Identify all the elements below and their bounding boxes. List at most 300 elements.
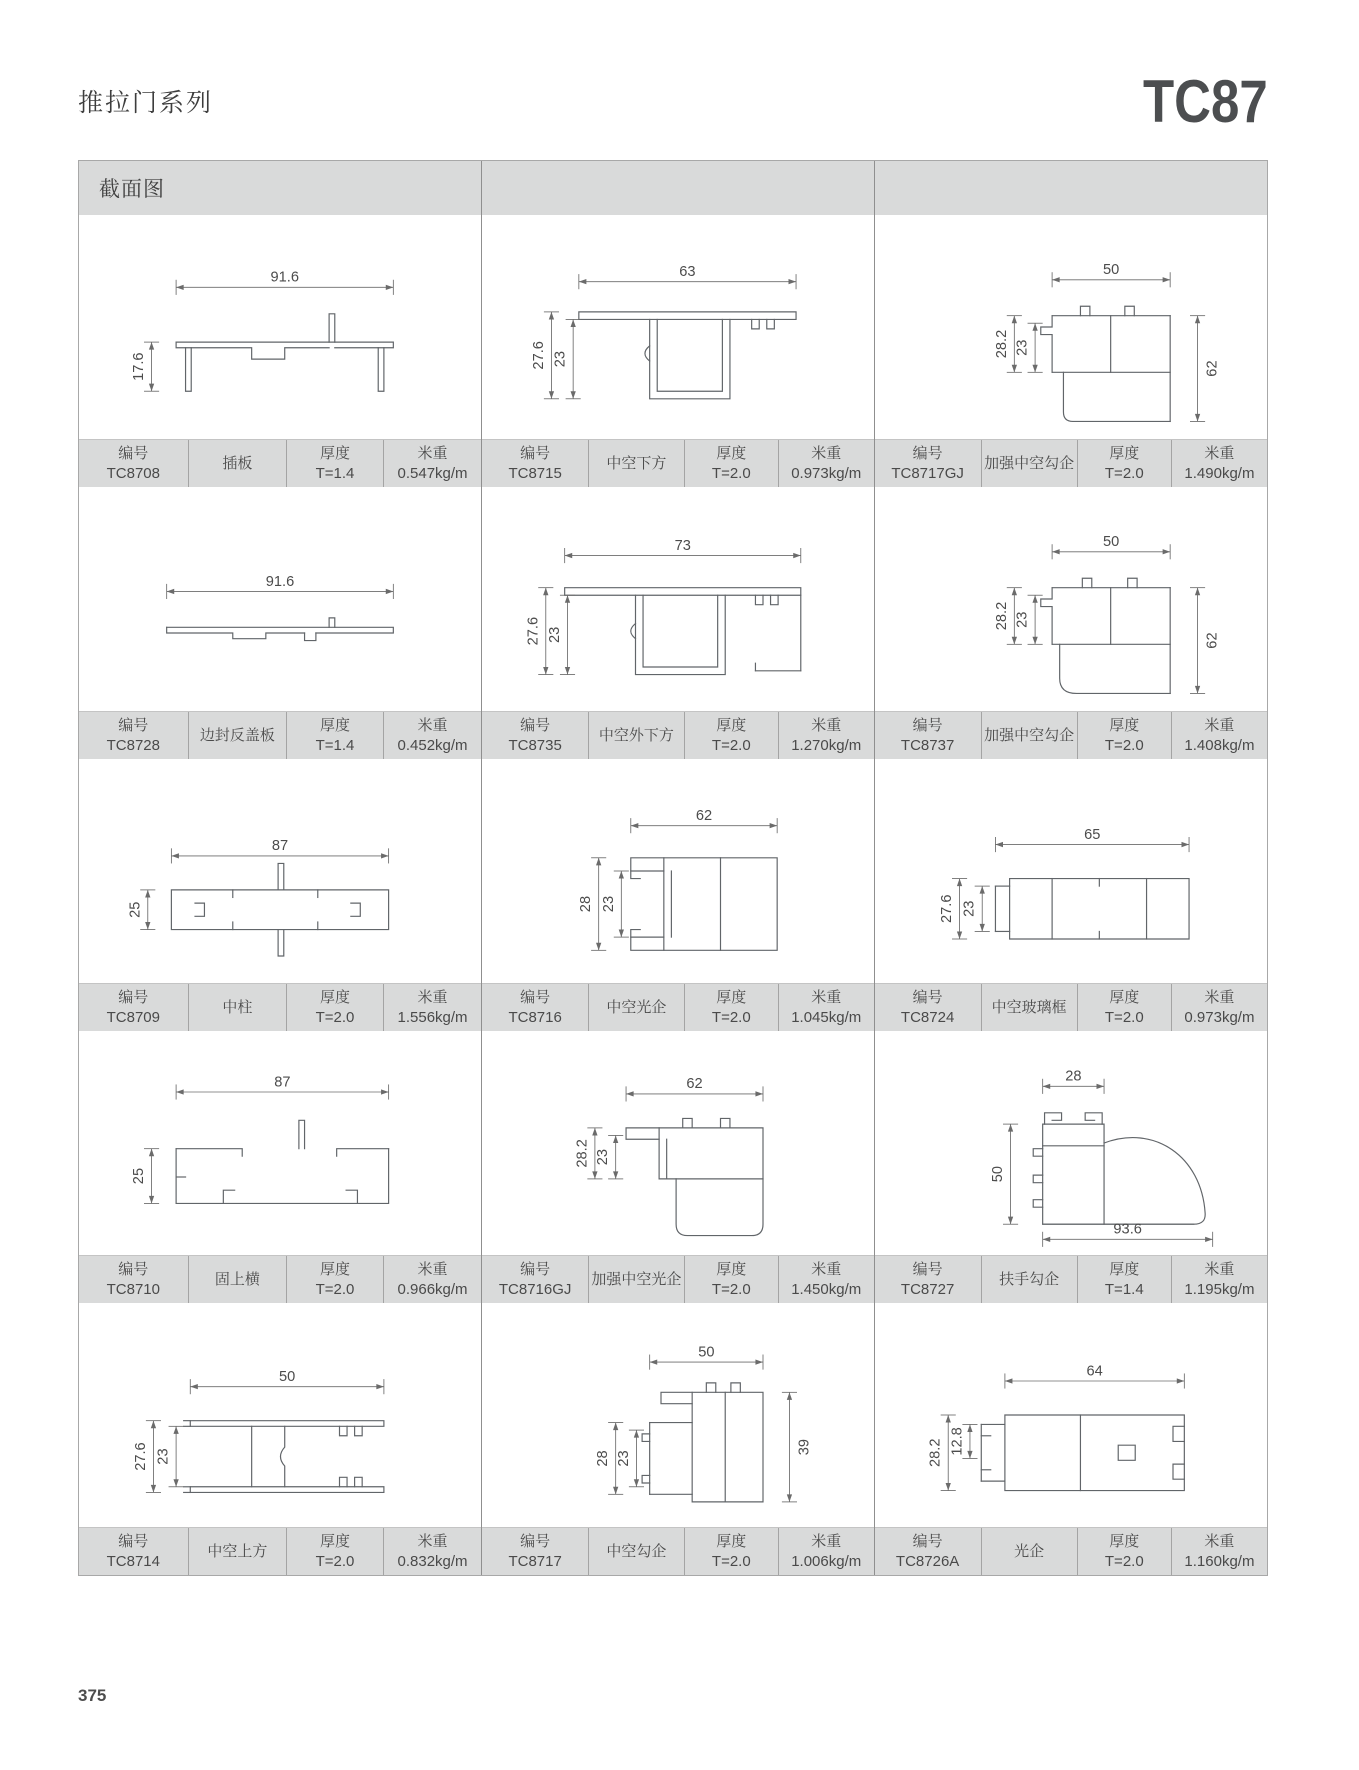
spec-code-text: TC8709 xyxy=(106,1008,160,1026)
spec-weight-text: 米重 xyxy=(417,1260,448,1278)
dimension-label: 73 xyxy=(674,537,691,554)
dimension-label: 50 xyxy=(1102,262,1120,279)
profile-cell xyxy=(482,1303,874,1575)
spec-thickness-text: T=2.0 xyxy=(315,1280,355,1298)
spec-thickness-text: T=2.0 xyxy=(1104,736,1144,754)
spec-weight xyxy=(778,712,874,759)
spec-name xyxy=(981,984,1077,1031)
profile-cell xyxy=(482,1031,874,1303)
spec-bar xyxy=(79,1527,481,1575)
profile-drawing xyxy=(875,215,1267,439)
dimension xyxy=(1052,534,1170,559)
spec-code xyxy=(79,440,188,487)
profile-section-svg xyxy=(508,759,848,983)
spec-code xyxy=(482,1528,588,1575)
profile-cell xyxy=(482,215,874,487)
spec-code-text: TC8716GJ xyxy=(498,1280,572,1298)
spec-code xyxy=(482,984,588,1031)
spec-thickness-text: 厚度 xyxy=(1109,716,1140,734)
spec-weight xyxy=(383,1256,482,1303)
spec-bar xyxy=(79,983,481,1031)
spec-name-text: 中空上方 xyxy=(207,1542,268,1560)
spec-thickness-text: T=2.0 xyxy=(1104,1552,1144,1570)
spec-bar xyxy=(79,1255,481,1303)
spec-weight-text: 米重 xyxy=(417,988,448,1006)
dimension xyxy=(626,1076,763,1101)
spec-name xyxy=(588,712,684,759)
spec-code-text: 编号 xyxy=(118,1260,149,1278)
table-header-row xyxy=(79,161,1267,215)
profile-section-svg xyxy=(508,1031,848,1255)
spec-code xyxy=(875,984,981,1031)
dimension-label: 27.6 xyxy=(525,616,542,646)
spec-name xyxy=(188,712,287,759)
spec-bar xyxy=(482,1527,873,1575)
spec-code-text: TC8717 xyxy=(508,1552,562,1570)
dimension xyxy=(949,1424,977,1458)
page-number: 375 xyxy=(78,1686,107,1705)
spec-thickness xyxy=(286,984,383,1031)
spec-thickness-text: 厚度 xyxy=(1109,1260,1140,1278)
dimension-label: 28 xyxy=(595,1450,612,1467)
spec-code-text: TC8708 xyxy=(106,464,160,482)
spec-name-text: 中柱 xyxy=(222,998,253,1016)
spec-code xyxy=(875,440,981,487)
spec-weight-text: 1.195kg/m xyxy=(1184,1280,1255,1298)
spec-bar xyxy=(482,711,873,759)
spec-name-text: 扶手勾企 xyxy=(999,1270,1060,1288)
dimension xyxy=(1042,1222,1212,1247)
spec-thickness-text: 厚度 xyxy=(1109,444,1140,462)
spec-thickness xyxy=(286,1528,383,1575)
dimension-label: 93.6 xyxy=(1113,1221,1142,1238)
dimension-label: 27.6 xyxy=(938,894,955,924)
dimension xyxy=(1014,595,1042,644)
dimension-label: 62 xyxy=(686,1076,703,1093)
spec-weight-text: 米重 xyxy=(417,444,448,462)
profile-section-svg xyxy=(508,1303,848,1527)
spec-name-text: 中空玻璃框 xyxy=(991,998,1067,1016)
spec-weight xyxy=(383,1528,482,1575)
spec-name-text: 中空勾企 xyxy=(606,1542,667,1560)
spec-code-text: TC8710 xyxy=(106,1280,160,1298)
spec-weight-text: 1.006kg/m xyxy=(791,1552,862,1570)
spec-weight xyxy=(1171,712,1267,759)
header-cell-empty xyxy=(875,161,1267,215)
spec-name xyxy=(588,440,684,487)
profile-drawing xyxy=(79,1303,481,1527)
profile-catalog-table xyxy=(78,160,1268,1576)
dimension-label: 23 xyxy=(546,626,563,644)
profile-cell xyxy=(79,487,482,759)
dimension-label: 23 xyxy=(1014,339,1031,356)
spec-thickness-text: 厚度 xyxy=(319,1260,350,1278)
spec-name xyxy=(981,1528,1077,1575)
spec-thickness xyxy=(684,1528,778,1575)
spec-thickness xyxy=(1077,1528,1171,1575)
spec-thickness-text: T=2.0 xyxy=(711,1008,751,1026)
spec-weight xyxy=(778,984,874,1031)
dimension-label: 87 xyxy=(272,838,289,855)
dimension-label: 91.6 xyxy=(270,269,300,286)
spec-thickness-text: T=2.0 xyxy=(1104,464,1144,482)
spec-thickness-text: T=2.0 xyxy=(711,736,751,754)
dimension xyxy=(1052,262,1170,287)
dimension xyxy=(595,1135,623,1178)
spec-weight xyxy=(383,712,482,759)
spec-weight-text: 1.045kg/m xyxy=(791,1008,862,1026)
dimension-label: 50 xyxy=(698,1344,715,1361)
spec-bar xyxy=(875,1255,1267,1303)
dimension xyxy=(631,808,777,833)
dimension xyxy=(127,890,155,930)
dimension xyxy=(176,1074,389,1099)
spec-code xyxy=(79,1528,188,1575)
spec-code xyxy=(482,440,588,487)
profile-cell xyxy=(79,1031,482,1303)
spec-name xyxy=(188,1256,287,1303)
spec-bar xyxy=(482,1255,873,1303)
spec-weight-text: 0.973kg/m xyxy=(1184,1008,1255,1026)
dimension-label: 62 xyxy=(1204,632,1221,649)
spec-name-text: 插板 xyxy=(222,454,253,472)
spec-bar xyxy=(875,711,1267,759)
spec-thickness xyxy=(1077,984,1171,1031)
dimension xyxy=(1014,323,1042,372)
spec-code xyxy=(875,1256,981,1303)
spec-code-text: TC8726A xyxy=(895,1552,960,1570)
spec-thickness-text: T=2.0 xyxy=(711,1552,751,1570)
spec-code-text: 编号 xyxy=(520,988,551,1006)
dimension-label: 27.6 xyxy=(530,341,547,370)
spec-bar xyxy=(875,439,1267,487)
dimension-label: 62 xyxy=(1204,360,1221,377)
profile-drawing xyxy=(482,487,873,711)
dimension-label: 12.8 xyxy=(949,1427,966,1456)
dimension-label: 87 xyxy=(274,1074,291,1091)
spec-weight-text: 0.973kg/m xyxy=(791,464,862,482)
spec-bar xyxy=(482,439,873,487)
dimension-label: 65 xyxy=(1083,826,1101,843)
spec-code-text: TC8724 xyxy=(900,1008,955,1026)
dimension-label: 50 xyxy=(989,1166,1006,1183)
dimension-label: 91.6 xyxy=(265,573,295,590)
spec-name xyxy=(981,1256,1077,1303)
dimension xyxy=(962,886,990,931)
profile-section-svg xyxy=(901,215,1241,439)
header-cell-empty xyxy=(482,161,874,215)
spec-thickness-text: T=2.0 xyxy=(1104,1008,1144,1026)
spec-thickness-text: 厚度 xyxy=(319,716,350,734)
dimension-label: 28.2 xyxy=(993,329,1010,359)
spec-weight xyxy=(1171,1528,1267,1575)
spec-weight-text: 米重 xyxy=(1204,1532,1235,1550)
spec-thickness xyxy=(684,1256,778,1303)
dimension xyxy=(990,1124,1018,1224)
spec-bar xyxy=(875,983,1267,1031)
spec-code-text: 编号 xyxy=(118,988,149,1006)
profile-cell xyxy=(482,487,874,759)
spec-name xyxy=(588,1528,684,1575)
spec-name-text: 加强中空光企 xyxy=(591,1270,682,1288)
spec-weight-text: 米重 xyxy=(417,716,448,734)
spec-name-text: 加强中空勾企 xyxy=(984,454,1075,472)
profile-cell xyxy=(875,215,1267,487)
page-header xyxy=(78,66,1268,136)
spec-weight xyxy=(1171,1256,1267,1303)
spec-thickness xyxy=(286,440,383,487)
spec-thickness xyxy=(286,1256,383,1303)
spec-code-text: 编号 xyxy=(520,1260,551,1278)
spec-name-text: 边封反盖板 xyxy=(199,726,275,744)
spec-code-text: 编号 xyxy=(520,716,551,734)
spec-weight-text: 米重 xyxy=(811,444,842,462)
dimension xyxy=(616,1430,644,1487)
spec-weight-text: 1.160kg/m xyxy=(1184,1552,1255,1570)
spec-weight xyxy=(383,984,482,1031)
dimension xyxy=(176,270,393,295)
spec-name xyxy=(188,440,287,487)
profile-cell xyxy=(875,759,1267,1031)
profile-cell xyxy=(875,1303,1267,1575)
spec-weight xyxy=(1171,440,1267,487)
spec-name-text: 加强中空勾企 xyxy=(984,726,1075,744)
dimension-label: 28.2 xyxy=(993,601,1010,631)
spec-code xyxy=(482,1256,588,1303)
spec-name-text: 中空光企 xyxy=(606,998,667,1016)
spec-weight-text: 1.450kg/m xyxy=(791,1280,862,1298)
spec-thickness xyxy=(684,984,778,1031)
spec-code-text: 编号 xyxy=(520,444,551,462)
profile-section-svg xyxy=(508,215,848,439)
spec-thickness-text: 厚度 xyxy=(1109,1532,1140,1550)
spec-weight-text: 米重 xyxy=(811,716,842,734)
section-header-cell xyxy=(79,161,482,215)
spec-name xyxy=(588,984,684,1031)
spec-code-text: 编号 xyxy=(912,444,943,462)
dimension-label: 63 xyxy=(679,264,696,280)
profile-cell xyxy=(79,1303,482,1575)
spec-weight-text: 米重 xyxy=(811,988,842,1006)
spec-weight-text: 米重 xyxy=(1204,444,1235,462)
profile-section-svg xyxy=(110,487,450,711)
spec-code xyxy=(482,712,588,759)
dimension-label: 50 xyxy=(279,1369,296,1385)
spec-thickness xyxy=(1077,712,1171,759)
spec-name-text: 固上横 xyxy=(214,1270,260,1288)
series-title: 推拉门系列 xyxy=(78,89,214,117)
spec-thickness-text: 厚度 xyxy=(716,1532,747,1550)
spec-weight-text: 米重 xyxy=(1204,1260,1235,1278)
dimension-label: 28 xyxy=(578,895,595,913)
profile-cell xyxy=(79,759,482,1031)
section-header-label: 截面图 xyxy=(99,178,165,201)
dimension-label: 64 xyxy=(1086,1363,1103,1380)
profile-grid xyxy=(79,215,1267,1575)
dimension xyxy=(131,1149,159,1204)
spec-code-text: 编号 xyxy=(118,1532,149,1550)
spec-thickness xyxy=(1077,440,1171,487)
profile-drawing xyxy=(79,215,481,439)
profile-drawing xyxy=(482,1031,873,1255)
spec-code-text: 编号 xyxy=(912,1260,943,1278)
spec-thickness-text: T=2.0 xyxy=(711,464,751,482)
spec-code xyxy=(79,984,188,1031)
spec-weight-text: 米重 xyxy=(811,1260,842,1278)
spec-name-text: 中空下方 xyxy=(606,454,667,472)
profile-drawing xyxy=(875,759,1267,983)
spec-code-text: TC8717GJ xyxy=(891,464,964,482)
profile-cell xyxy=(875,1031,1267,1303)
spec-code xyxy=(875,712,981,759)
spec-weight-text: 米重 xyxy=(811,1532,842,1550)
dimension xyxy=(601,871,629,937)
dimension-label: 25 xyxy=(131,1167,148,1185)
spec-weight-text: 1.556kg/m xyxy=(397,1008,468,1026)
spec-code-text: 编号 xyxy=(912,1532,943,1550)
spec-thickness-text: 厚度 xyxy=(1109,988,1140,1006)
dimension xyxy=(1042,1069,1103,1094)
spec-bar xyxy=(875,1527,1267,1575)
profile-drawing xyxy=(875,1303,1267,1527)
dimension-label: 23 xyxy=(155,1448,172,1465)
spec-code-text: TC8735 xyxy=(508,736,562,754)
spec-name-text: 光企 xyxy=(1014,1542,1045,1560)
profile-section-svg xyxy=(110,1303,450,1527)
profile-drawing xyxy=(482,1303,873,1527)
dimension xyxy=(190,1369,384,1394)
dimension xyxy=(167,574,394,599)
spec-weight-text: 米重 xyxy=(1204,988,1235,1006)
spec-weight-text: 1.408kg/m xyxy=(1184,736,1255,754)
spec-code-text: TC8737 xyxy=(900,736,955,754)
spec-weight xyxy=(778,1528,874,1575)
dimension-label: 17.6 xyxy=(131,352,148,381)
profile-section-svg xyxy=(901,1031,1241,1255)
spec-code-text: 编号 xyxy=(118,444,149,462)
spec-weight xyxy=(383,440,482,487)
dimension xyxy=(553,319,581,398)
spec-code-text: 编号 xyxy=(118,716,149,734)
spec-name-text: 中空外下方 xyxy=(598,726,674,744)
dimension xyxy=(1005,1363,1184,1388)
spec-code-text: TC8716 xyxy=(508,1008,562,1026)
profile-section-svg xyxy=(110,1031,450,1255)
spec-thickness-text: 厚度 xyxy=(319,988,350,1006)
profile-cell xyxy=(79,215,482,487)
profile-cell xyxy=(482,759,874,1031)
dimension-label: 28 xyxy=(1065,1068,1082,1085)
profile-section-svg xyxy=(110,215,450,439)
dimension-label: 28.2 xyxy=(574,1139,591,1168)
dimension xyxy=(1190,316,1220,422)
spec-thickness-text: T=2.0 xyxy=(315,1552,355,1570)
spec-thickness-text: 厚度 xyxy=(319,1532,350,1550)
dimension-label: 23 xyxy=(552,350,569,368)
spec-thickness-text: T=2.0 xyxy=(315,1008,355,1026)
profile-drawing xyxy=(79,759,481,983)
dimension-label: 23 xyxy=(1014,611,1031,628)
dimension xyxy=(172,838,389,863)
spec-thickness-text: 厚度 xyxy=(716,1260,747,1278)
profile-section-svg xyxy=(901,759,1241,983)
spec-thickness-text: T=2.0 xyxy=(711,1280,751,1298)
spec-name xyxy=(188,1528,287,1575)
spec-weight-text: 1.270kg/m xyxy=(791,736,862,754)
spec-thickness-text: 厚度 xyxy=(716,444,747,462)
dimension-label: 23 xyxy=(595,1149,612,1166)
spec-name xyxy=(588,1256,684,1303)
profile-drawing xyxy=(79,487,481,711)
dimension xyxy=(547,595,575,674)
spec-thickness-text: 厚度 xyxy=(716,716,747,734)
spec-code-text: 编号 xyxy=(912,716,943,734)
spec-code xyxy=(79,1256,188,1303)
spec-name xyxy=(188,984,287,1031)
spec-weight xyxy=(778,1256,874,1303)
dimension-label: 39 xyxy=(796,1438,813,1456)
spec-thickness xyxy=(684,712,778,759)
spec-code xyxy=(875,1528,981,1575)
spec-weight-text: 1.490kg/m xyxy=(1184,464,1255,482)
dimension xyxy=(782,1392,812,1502)
spec-bar xyxy=(79,711,481,759)
spec-bar xyxy=(482,983,873,1031)
profile-drawing xyxy=(875,1031,1267,1255)
model-code-title: TC87 xyxy=(1143,67,1268,135)
spec-name xyxy=(981,440,1077,487)
dimension-label: 25 xyxy=(127,901,144,918)
profile-section-svg xyxy=(901,1303,1241,1527)
spec-code-text: 编号 xyxy=(912,988,943,1006)
profile-drawing xyxy=(875,487,1267,711)
profile-drawing xyxy=(79,1031,481,1255)
profile-section-svg xyxy=(110,759,450,983)
profile-section-svg xyxy=(508,487,848,711)
spec-weight-text: 0.547kg/m xyxy=(397,464,468,482)
profile-drawing xyxy=(482,759,873,983)
profile-cell xyxy=(875,487,1267,759)
dimension xyxy=(131,342,159,391)
spec-bar xyxy=(79,439,481,487)
spec-weight xyxy=(778,440,874,487)
spec-thickness xyxy=(684,440,778,487)
dimension-label: 23 xyxy=(615,1450,632,1467)
dimension-label: 23 xyxy=(600,895,617,913)
dimension xyxy=(995,827,1189,852)
spec-weight-text: 0.832kg/m xyxy=(397,1552,468,1570)
spec-thickness-text: T=1.4 xyxy=(315,736,355,754)
dimension-label: 50 xyxy=(1102,534,1120,551)
dimension xyxy=(579,264,796,289)
dimension xyxy=(650,1344,763,1369)
dimension xyxy=(1190,588,1220,694)
profile-drawing xyxy=(482,215,873,439)
profile-section-svg xyxy=(901,487,1241,711)
spec-code-text: TC8727 xyxy=(900,1280,955,1298)
spec-thickness-text: 厚度 xyxy=(716,988,747,1006)
spec-weight-text: 米重 xyxy=(1204,716,1235,734)
spec-name xyxy=(981,712,1077,759)
spec-code-text: 编号 xyxy=(520,1532,551,1550)
dimension xyxy=(156,1426,184,1486)
spec-weight-text: 米重 xyxy=(417,1532,448,1550)
spec-code-text: TC8714 xyxy=(106,1552,160,1570)
spec-code-text: TC8715 xyxy=(508,464,562,482)
dimension-label: 27.6 xyxy=(133,1442,150,1471)
spec-code-text: TC8728 xyxy=(106,736,160,754)
dimension-label: 23 xyxy=(961,900,978,917)
